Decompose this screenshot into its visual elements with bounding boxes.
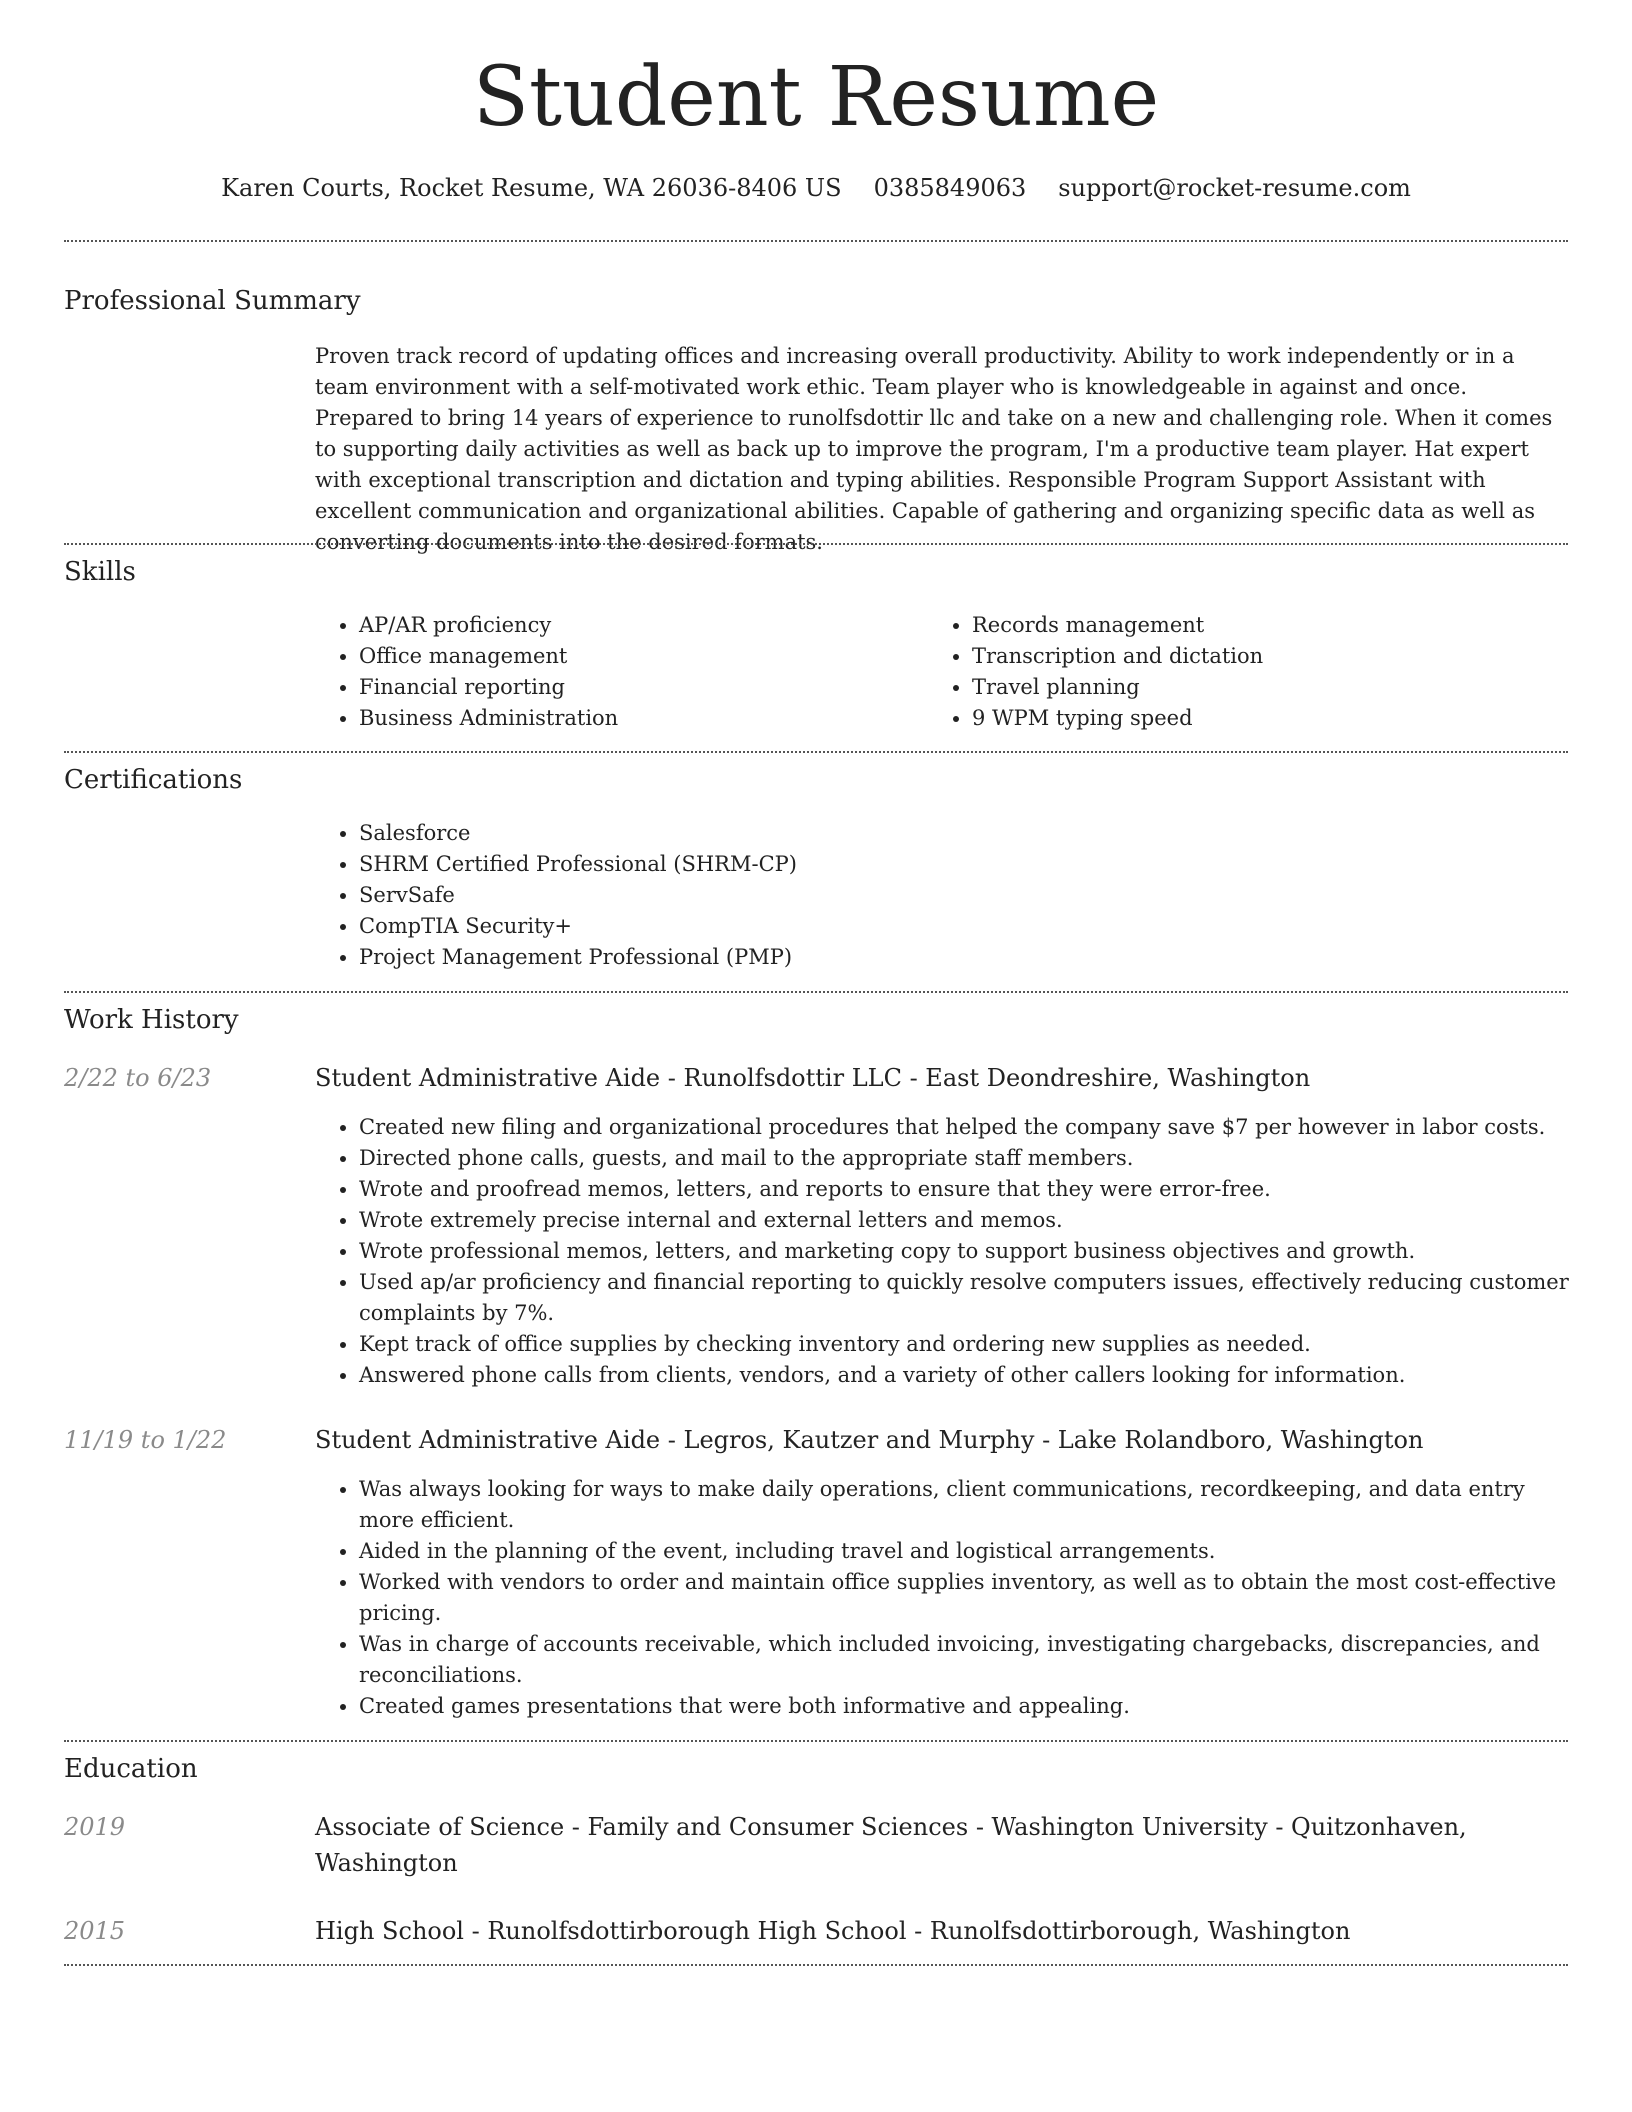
divider xyxy=(64,1740,1568,1742)
education-heading xyxy=(315,1809,1515,1881)
resume-title: Student Resume xyxy=(472,50,1160,145)
summary-text: Proven track record of updating offices and increasing overall productivity. Ability to work independently or in a team environment with a self-motivated work ethic. Team player who is knowledgeable in against and once. Prepared to bring 14 years of experience to runolfsdottir llc and take on a new and challenging role. When it comes to supporting daily activities as well as back up to improve the program, I'm a productive team player. Hat expert with exceptional transcription and dictation and typing abilities. Responsible Program Support Assistant with excellent communication and organizational abilities. Capable of gathering and organizing specific data as well as converting documents into the desired formats. xyxy=(315,344,1553,554)
divider xyxy=(64,240,1568,242)
certification-item: • Salesforce xyxy=(359,818,1559,849)
job-dates: 2/22 to 6/23 xyxy=(64,1064,212,1092)
job-title: Student Administrative Aide xyxy=(315,1064,661,1092)
section-title-certifications: Certifications xyxy=(64,765,243,795)
certification-item: • SHRM Certified Professional (SHRM-CP) xyxy=(359,849,1559,880)
job-bullets xyxy=(315,1474,1569,1722)
contact-email: support@rocket-resume.com xyxy=(1058,174,1411,202)
skills-list-left xyxy=(315,610,919,734)
skills-list-right xyxy=(928,610,1572,734)
contact-address: Karen Courts, Rocket Resume, WA 26036-8406 US xyxy=(221,174,842,202)
certifications-list xyxy=(315,818,1559,973)
job-details: - Legros, Kautzer and Murphy - Lake Rolandboro, Washington xyxy=(660,1426,1424,1454)
job-details: - Runolfsdottir LLC - East Deondreshire, Washington xyxy=(660,1064,1311,1092)
skill-item: • AP/AR proficiency xyxy=(359,610,919,641)
divider xyxy=(64,751,1568,753)
job-bullet: • Used ap/ar proficiency and financial reporting to quickly resolve computers issues, effectively reducing customer complaints by 7%. xyxy=(359,1267,1569,1329)
contact-line xyxy=(0,170,1632,206)
education-year: 2019 xyxy=(64,1813,126,1841)
education-degree: High School xyxy=(315,1917,464,1945)
job-bullet: • Was in charge of accounts receivable, which included invoicing, investigating chargebacks, discrepancies, and reconciliations. xyxy=(359,1629,1569,1691)
job-bullet: • Was always looking for ways to make daily operations, client communications, recordkeeping, and data entry more efficient. xyxy=(359,1474,1569,1536)
section-title-work-history: Work History xyxy=(64,1005,239,1035)
education-year: 2015 xyxy=(64,1917,126,1945)
section-title-skills: Skills xyxy=(64,557,136,587)
section-title-education: Education xyxy=(64,1754,198,1784)
job-bullet: • Created new filing and organizational procedures that helped the company save $7 per however in labor costs. xyxy=(359,1112,1569,1143)
job-bullet: • Wrote professional memos, letters, and marketing copy to support business objectives and growth. xyxy=(359,1236,1569,1267)
certification-item: • Project Management Professional (PMP) xyxy=(359,942,1559,973)
job-heading xyxy=(315,1422,1515,1458)
job-bullet: • Kept track of office supplies by checking inventory and ordering new supplies as needed. xyxy=(359,1329,1569,1360)
divider xyxy=(64,1964,1568,1966)
education-degree: Associate of Science - Family and Consumer Sciences xyxy=(315,1813,969,1841)
job-bullet: • Directed phone calls, guests, and mail to the appropriate staff members. xyxy=(359,1143,1569,1174)
divider xyxy=(64,991,1568,993)
skill-item: • Financial reporting xyxy=(359,672,919,703)
skill-item: • Travel planning xyxy=(972,672,1572,703)
skill-item: • Records management xyxy=(972,610,1572,641)
skill-item: • Business Administration xyxy=(359,703,919,734)
job-title: Student Administrative Aide xyxy=(315,1426,661,1454)
skill-item: • Transcription and dictation xyxy=(972,641,1572,672)
job-bullet: • Worked with vendors to order and maintain office supplies inventory, as well as to obtain the most cost-effective pricing. xyxy=(359,1567,1569,1629)
job-bullet: • Answered phone calls from clients, vendors, and a variety of other callers looking for information. xyxy=(359,1360,1569,1391)
job-bullet: • Aided in the planning of the event, including travel and logistical arrangements. xyxy=(359,1536,1569,1567)
job-dates: 11/19 to 1/22 xyxy=(64,1426,227,1454)
contact-phone: 0385849063 xyxy=(873,174,1027,202)
education-details: - Runolfsdottirborough High School - Runolfsdottirborough, Washington xyxy=(463,1917,1351,1945)
certification-item: • ServSafe xyxy=(359,880,1559,911)
skill-item: • Office management xyxy=(359,641,919,672)
job-bullet: • Created games presentations that were both informative and appealing. xyxy=(359,1691,1569,1722)
divider xyxy=(64,543,1568,545)
skill-item: • 9 WPM typing speed xyxy=(972,703,1572,734)
job-bullet: • Wrote and proofread memos, letters, and reports to ensure that they were error-free. xyxy=(359,1174,1569,1205)
job-heading xyxy=(315,1060,1515,1096)
education-heading xyxy=(315,1913,1515,1949)
job-bullet: • Wrote extremely precise internal and external letters and memos. xyxy=(359,1205,1569,1236)
certification-item: • CompTIA Security+ xyxy=(359,911,1559,942)
education-details: - Washington University - Quitzonhaven, Washington xyxy=(315,1813,1467,1877)
job-bullets xyxy=(315,1112,1569,1391)
section-title-summary: Professional Summary xyxy=(64,286,361,316)
